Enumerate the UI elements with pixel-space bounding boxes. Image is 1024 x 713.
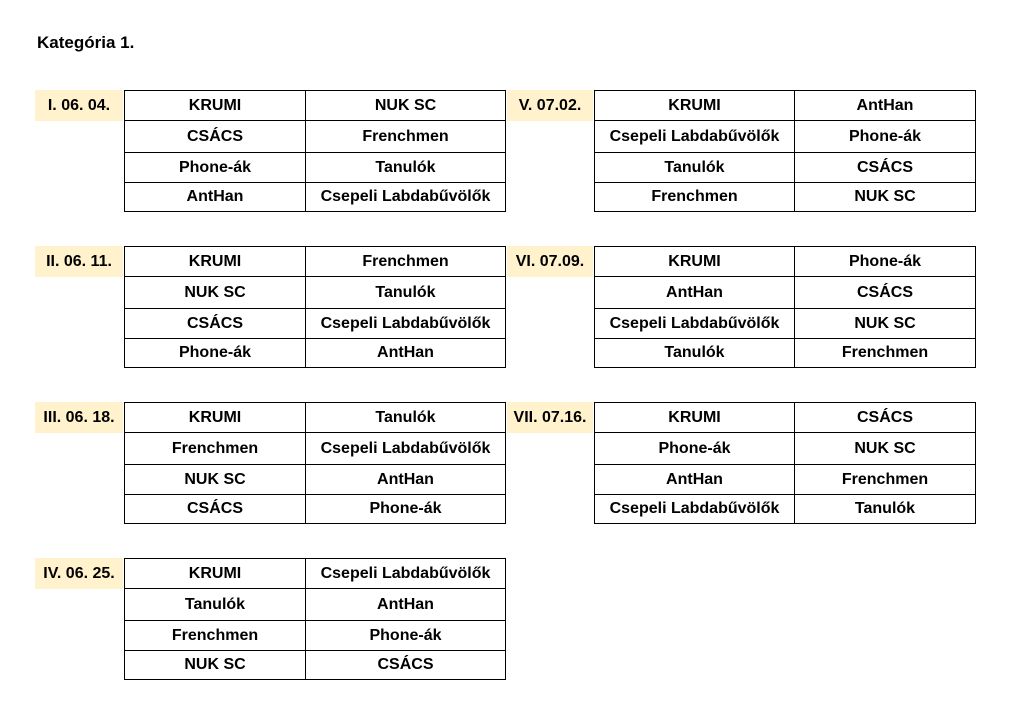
away-team: Csepeli Labdabűvölők	[306, 559, 506, 589]
page-title: Kategória 1.	[37, 33, 135, 52]
match-row	[125, 495, 506, 524]
home-team: NUK SC	[125, 651, 306, 680]
round-label: VII. 07.16.	[507, 402, 593, 433]
away-team: CSÁCS	[795, 153, 976, 183]
away-team: Csepeli Labdabűvölők	[306, 183, 506, 212]
away-team: Csepeli Labdabűvölők	[306, 309, 506, 339]
match-row	[125, 153, 506, 183]
away-team: Frenchmen	[306, 121, 506, 153]
away-team: AntHan	[306, 339, 506, 368]
match-row	[595, 183, 976, 212]
match-table	[124, 402, 506, 524]
home-team: AntHan	[125, 183, 306, 212]
match-table	[124, 558, 506, 680]
home-team: NUK SC	[125, 465, 306, 495]
match-row	[125, 651, 506, 680]
away-team: AntHan	[306, 589, 506, 621]
match-row	[595, 91, 976, 121]
round-label: II. 06. 11.	[35, 246, 123, 277]
home-team: KRUMI	[125, 559, 306, 589]
match-row	[595, 465, 976, 495]
round-label: III. 06. 18.	[35, 402, 123, 433]
match-row	[595, 403, 976, 433]
home-team: KRUMI	[595, 91, 795, 121]
match-row	[595, 339, 976, 368]
match-row	[595, 277, 976, 309]
home-team: AntHan	[595, 277, 795, 309]
round-label: V. 07.02.	[507, 90, 593, 121]
match-row	[125, 589, 506, 621]
away-team: AntHan	[306, 465, 506, 495]
match-table	[124, 246, 506, 368]
match-row	[125, 433, 506, 465]
away-team: Phone-ák	[795, 247, 976, 277]
away-team: Tanulók	[795, 495, 976, 524]
home-team: CSÁCS	[125, 121, 306, 153]
away-team: Tanulók	[306, 153, 506, 183]
home-team: NUK SC	[125, 277, 306, 309]
away-team: AntHan	[795, 91, 976, 121]
home-team: KRUMI	[125, 247, 306, 277]
away-team: Phone-ák	[306, 621, 506, 651]
home-team: CSÁCS	[125, 495, 306, 524]
home-team: KRUMI	[595, 403, 795, 433]
home-team: Tanulók	[595, 153, 795, 183]
match-row	[595, 495, 976, 524]
match-row	[125, 277, 506, 309]
away-team: Frenchmen	[795, 465, 976, 495]
away-team: Phone-ák	[306, 495, 506, 524]
away-team: CSÁCS	[795, 403, 976, 433]
home-team: Frenchmen	[595, 183, 795, 212]
away-team: NUK SC	[795, 183, 976, 212]
match-row	[595, 153, 976, 183]
match-table	[594, 246, 976, 368]
match-table	[594, 90, 976, 212]
match-row	[125, 559, 506, 589]
match-row	[125, 339, 506, 368]
away-team: Csepeli Labdabűvölők	[306, 433, 506, 465]
round-label: VI. 07.09.	[507, 246, 593, 277]
match-table	[124, 90, 506, 212]
match-row	[595, 433, 976, 465]
home-team: KRUMI	[595, 247, 795, 277]
match-table	[594, 402, 976, 524]
match-row	[125, 121, 506, 153]
match-row	[595, 309, 976, 339]
away-team: NUK SC	[306, 91, 506, 121]
match-row	[125, 621, 506, 651]
match-row	[125, 247, 506, 277]
match-row	[595, 247, 976, 277]
match-row	[125, 465, 506, 495]
away-team: Phone-ák	[795, 121, 976, 153]
match-row	[125, 91, 506, 121]
match-row	[125, 309, 506, 339]
home-team: KRUMI	[125, 403, 306, 433]
home-team: Csepeli Labdabűvölők	[595, 121, 795, 153]
home-team: Tanulók	[125, 589, 306, 621]
away-team: NUK SC	[795, 433, 976, 465]
round-label: IV. 06. 25.	[35, 558, 123, 589]
round-label: I. 06. 04.	[35, 90, 123, 121]
away-team: NUK SC	[795, 309, 976, 339]
match-row	[125, 403, 506, 433]
home-team: Phone-ák	[125, 153, 306, 183]
home-team: Frenchmen	[125, 621, 306, 651]
away-team: CSÁCS	[795, 277, 976, 309]
match-row	[125, 183, 506, 212]
home-team: Csepeli Labdabűvölők	[595, 309, 795, 339]
away-team: Tanulók	[306, 403, 506, 433]
away-team: Frenchmen	[306, 247, 506, 277]
home-team: Csepeli Labdabűvölők	[595, 495, 795, 524]
away-team: CSÁCS	[306, 651, 506, 680]
away-team: Frenchmen	[795, 339, 976, 368]
home-team: CSÁCS	[125, 309, 306, 339]
match-row	[595, 121, 976, 153]
home-team: Phone-ák	[125, 339, 306, 368]
home-team: KRUMI	[125, 91, 306, 121]
home-team: Tanulók	[595, 339, 795, 368]
home-team: Frenchmen	[125, 433, 306, 465]
away-team: Tanulók	[306, 277, 506, 309]
home-team: AntHan	[595, 465, 795, 495]
home-team: Phone-ák	[595, 433, 795, 465]
